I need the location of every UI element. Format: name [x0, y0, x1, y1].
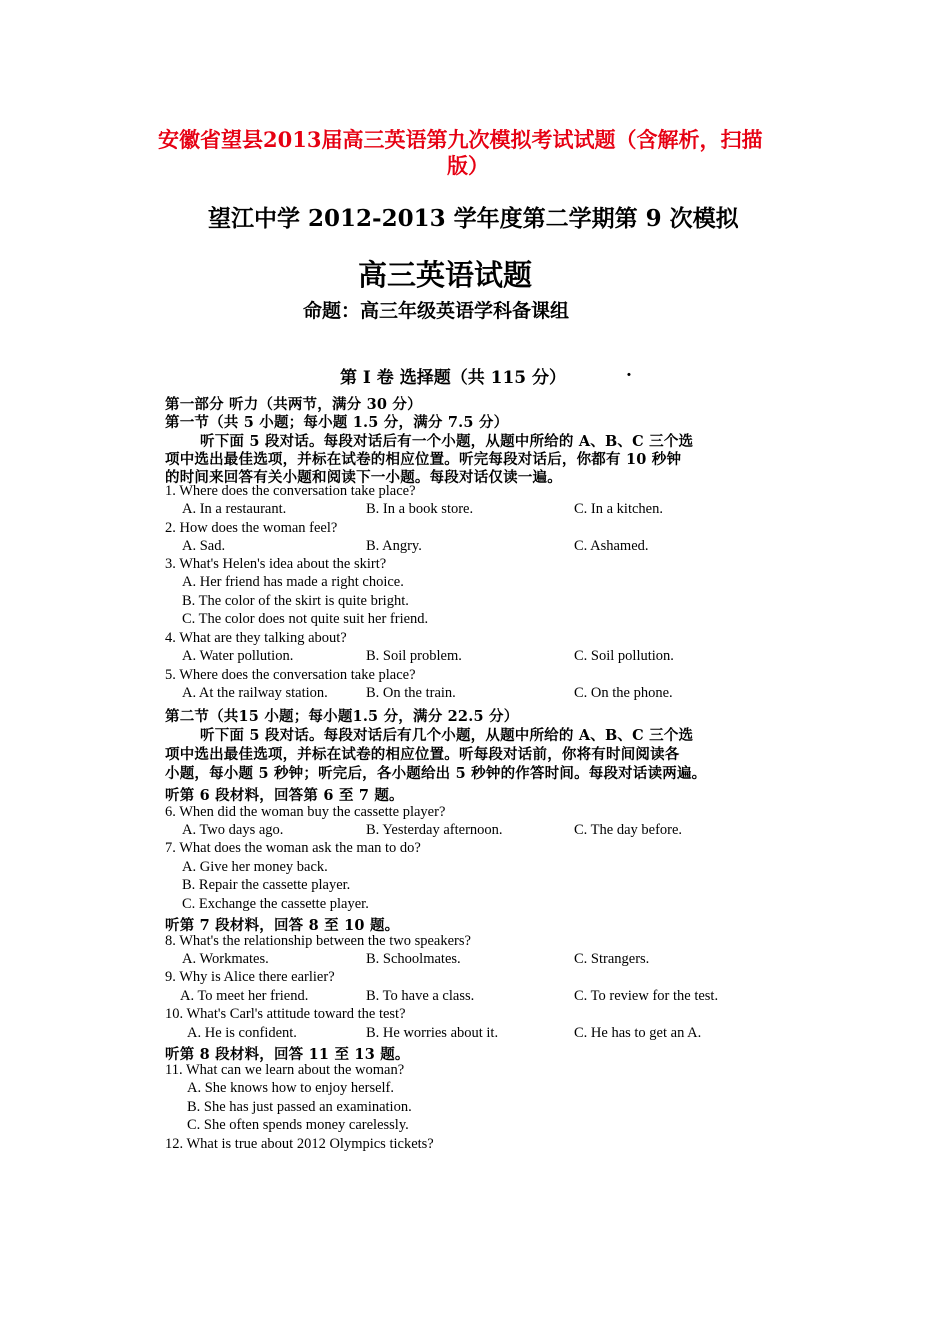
document-title-line1: 安徽省望县2013届高三英语第九次模拟考试试题（含解析，扫描	[158, 127, 763, 152]
volume-title: 第 I 卷 选择题（共 115 分）	[340, 368, 567, 388]
question-10: 10. What's Carl's attitude toward the test?	[165, 1006, 406, 1022]
question-5-option-a: A. At the railway station.	[182, 685, 328, 701]
section2-title: 第二节（共15 小题；每小题1.5 分，满分 22.5 分）	[165, 708, 519, 725]
document-title-line2: 版）	[447, 153, 489, 178]
question-6-option-a: A. Two days ago.	[182, 822, 284, 838]
question-1-option-c: C. In a kitchen.	[574, 501, 663, 517]
question-4-option-b: B. Soil problem.	[366, 648, 462, 664]
question-11-option-b: B. She has just passed an examination.	[187, 1099, 412, 1115]
question-3-option-b: B. The color of the skirt is quite bright.	[182, 593, 409, 609]
question-10-option-a: A. He is confident.	[187, 1025, 297, 1041]
question-9: 9. Why is Alice there earlier?	[165, 969, 335, 985]
question-1-option-a: A. In a restaurant.	[182, 501, 287, 517]
section2-instruction-2: 项中选出最佳选项，并标在试卷的相应位置。听每段对话前，你将有时间阅读各	[165, 746, 680, 763]
material-7-heading: 听第 7 段材料，回答 8 至 10 题。	[165, 917, 400, 934]
question-1: 1. Where does the conversation take place?	[165, 483, 416, 499]
question-6-option-b: B. Yesterday afternoon.	[366, 822, 503, 838]
question-7: 7. What does the woman ask the man to do?	[165, 840, 421, 856]
question-2-option-b: B. Angry.	[366, 538, 422, 554]
question-3-option-c: C. The color does not quite suit her friend.	[182, 611, 429, 627]
question-7-option-b: B. Repair the cassette player.	[182, 877, 351, 893]
section1-instruction-2: 项中选出最佳选项，并标在试卷的相应位置。听完每段对话后，你都有 10 秒钟	[165, 451, 682, 468]
question-2-option-a: A. Sad.	[182, 538, 226, 554]
question-4-option-a: A. Water pollution.	[182, 648, 294, 664]
material-6-heading: 听第 6 段材料，回答第 6 至 7 题。	[165, 787, 404, 804]
section2-instruction-1: 听下面 5 段对话。每段对话后有几个小题，从题中所给的 A、B、C 三个选	[200, 727, 694, 744]
question-9-option-b: B. To have a class.	[366, 988, 475, 1004]
question-3-option-a: A. Her friend has made a right choice.	[182, 574, 404, 590]
question-8: 8. What's the relationship between the two speakers?	[165, 933, 471, 949]
volume-dot: .	[626, 361, 632, 381]
question-8-option-b: B. Schoolmates.	[366, 951, 461, 967]
question-4-option-c: C. Soil pollution.	[574, 648, 674, 664]
question-6: 6. When did the woman buy the cassette player?	[165, 804, 446, 820]
section1-instruction-3: 的时间来回答有关小题和阅读下一小题。每段对话仅读一遍。	[165, 469, 562, 486]
question-7-option-a: A. Give her money back.	[182, 859, 328, 875]
question-5: 5. Where does the conversation take place?	[165, 667, 416, 683]
question-5-option-c: C. On the phone.	[574, 685, 673, 701]
question-5-option-b: B. On the train.	[366, 685, 456, 701]
question-6-option-c: C. The day before.	[574, 822, 683, 838]
question-9-option-a: A. To meet her friend.	[180, 988, 309, 1004]
question-7-option-c: C. Exchange the cassette player.	[182, 896, 369, 912]
question-8-option-a: A. Workmates.	[182, 951, 269, 967]
question-4: 4. What are they talking about?	[165, 630, 347, 646]
author-line: 命题：高三年级英语学科备课组	[303, 300, 570, 322]
section1-title: 第一节（共 5 小题；每小题 1.5 分，满分 7.5 分）	[165, 414, 509, 431]
question-3: 3. What's Helen's idea about the skirt?	[165, 556, 387, 572]
question-2: 2. How does the woman feel?	[165, 520, 338, 536]
question-8-option-c: C. Strangers.	[574, 951, 650, 967]
question-1-option-b: B. In a book store.	[366, 501, 474, 517]
school-heading: 望江中学 2012-2013 学年度第二学期第 9 次模拟	[208, 205, 739, 232]
question-12: 12. What is true about 2012 Olympics tickets?	[165, 1136, 434, 1152]
material-8-heading: 听第 8 段材料，回答 11 至 13 题。	[165, 1046, 410, 1063]
question-10-option-c: C. He has to get an A.	[574, 1025, 702, 1041]
question-10-option-b: B. He worries about it.	[366, 1025, 499, 1041]
section2-instruction-3: 小题，每小题 5 秒钟；听完后，各小题给出 5 秒钟的作答时间。每段对话读两遍。	[165, 765, 707, 782]
section1-instruction-1: 听下面 5 段对话。每段对话后有一个小题，从题中所给的 A、B、C 三个选	[200, 433, 694, 450]
question-11: 11. What can we learn about the woman?	[165, 1062, 405, 1078]
part1-title: 第一部分 听力（共两节，满分 30 分）	[165, 396, 422, 413]
question-9-option-c: C. To review for the test.	[574, 988, 719, 1004]
question-11-option-c: C. She often spends money carelessly.	[187, 1117, 409, 1133]
question-11-option-a: A. She knows how to enjoy herself.	[187, 1080, 395, 1096]
exam-title: 高三英语试题	[358, 258, 533, 292]
question-2-option-c: C. Ashamed.	[574, 538, 649, 554]
